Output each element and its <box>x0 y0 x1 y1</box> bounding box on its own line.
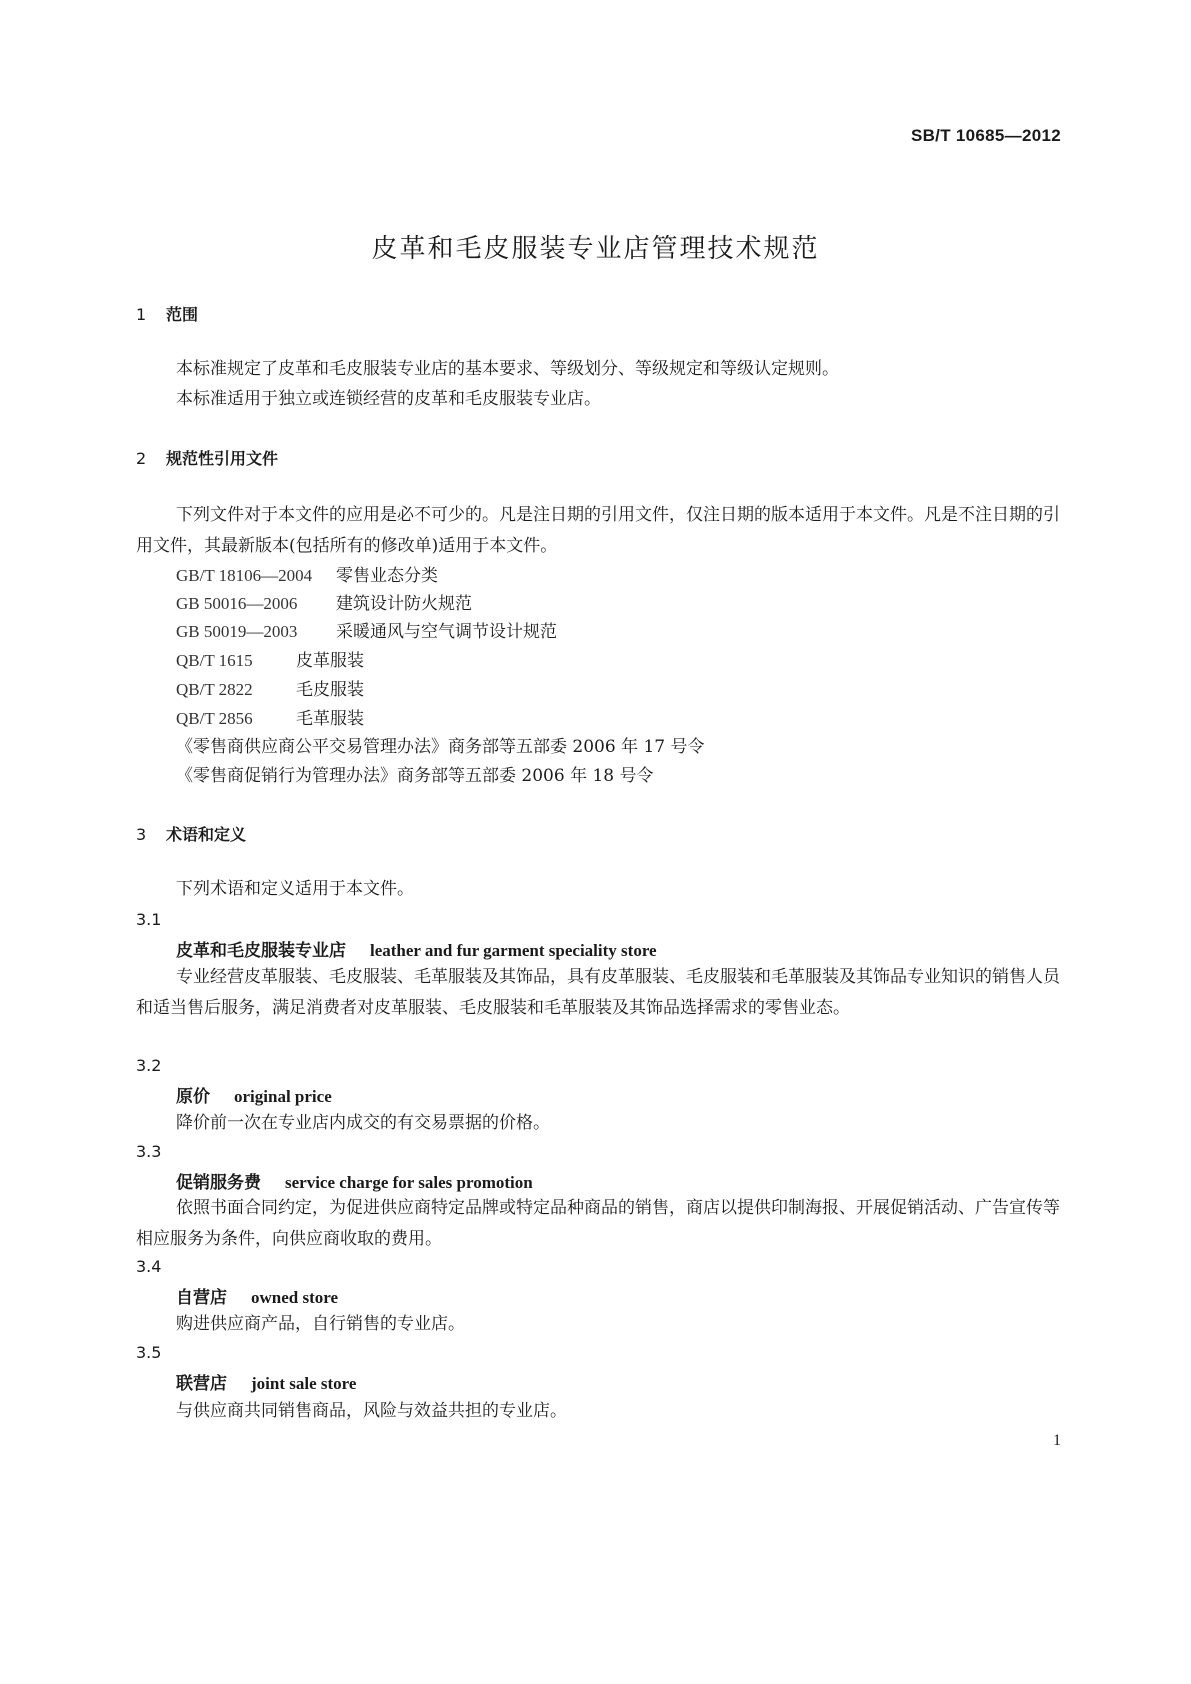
term-number: 3.3 <box>136 1142 162 1161</box>
reference-item <box>176 703 364 735</box>
page-number: 1 <box>1053 1432 1061 1449</box>
regulation-item: 《零售商供应商公平交易管理办法》商务部等五部委 2006 年 17 号令 <box>176 737 705 757</box>
term-definition: 降价前一次在专业店内成交的有交易票据的价格。 <box>176 1113 550 1133</box>
section-heading-3 <box>136 822 246 845</box>
reference-code: QB/T 1615 <box>176 651 253 670</box>
section-number: 2 <box>136 449 147 468</box>
term-en: leather and fur garment speciality store <box>370 941 657 960</box>
standard-code: SB/T 10685—2012 <box>910 126 1061 145</box>
reference-item <box>176 674 364 706</box>
document-title: 皮革和毛皮服装专业店管理技术规范 <box>371 234 820 264</box>
term-heading <box>176 1082 332 1107</box>
term-en: owned store <box>251 1288 339 1307</box>
term-zh: 促销服务费 <box>176 1173 261 1193</box>
regulation-item: 《零售商促销行为管理办法》商务部等五部委 2006 年 18 号令 <box>176 766 654 786</box>
term-definition: 专业经营皮革服装、毛皮服装、毛革服装及其饰品，具有皮革服装、毛皮服装和毛革服装及其饰品专业知识的销售人员和适当售后服务，满足消费者对皮革服装、毛皮服装和毛革服装及其饰品选择需求的零售业态。 <box>136 967 1060 1018</box>
term-en: original price <box>234 1087 332 1106</box>
reference-code: QB/T 2856 <box>176 709 253 728</box>
term-zh: 原价 <box>176 1087 210 1107</box>
term-heading <box>176 1283 338 1308</box>
reference-title: 采暖通风与空气调节设计规范 <box>336 622 557 642</box>
term-zh: 皮革和毛皮服装专业店 <box>176 941 346 961</box>
term-heading <box>176 1168 533 1193</box>
term-heading <box>176 936 657 961</box>
term-heading <box>176 1369 356 1394</box>
reference-code: GB/T 18106—2004 <box>176 566 313 585</box>
term-zh: 联营店 <box>176 1374 227 1394</box>
section-title: 规范性引用文件 <box>166 449 279 468</box>
reference-title: 建筑设计防火规范 <box>336 594 472 614</box>
term-zh: 自营店 <box>176 1288 227 1308</box>
term-number: 3.5 <box>136 1343 162 1362</box>
term-definition: 依照书面合同约定，为促进供应商特定品牌或特定品种商品的销售，商店以提供印制海报、开展促销活动、广告宣传等相应服务为条件，向供应商收取的费用。 <box>136 1198 1060 1249</box>
term-en: service charge for sales promotion <box>285 1173 533 1192</box>
reference-title: 零售业态分类 <box>336 566 438 586</box>
reference-title: 毛革服装 <box>296 709 364 729</box>
reference-item <box>176 616 557 648</box>
term-number: 3.1 <box>136 910 162 929</box>
term-definition: 购进供应商产品，自行销售的专业店。 <box>176 1314 465 1334</box>
reference-code: GB 50016—2006 <box>176 594 298 613</box>
section-number: 3 <box>136 825 147 844</box>
reference-title: 皮革服装 <box>296 651 364 671</box>
term-en: joint sale store <box>251 1374 357 1393</box>
term-definition: 与供应商共同销售商品，风险与效益共担的专业店。 <box>176 1401 567 1421</box>
reference-title: 毛皮服装 <box>296 680 364 700</box>
reference-code: QB/T 2822 <box>176 680 253 699</box>
section-heading-1 <box>136 302 198 325</box>
section-title: 范围 <box>166 305 199 324</box>
section-title: 术语和定义 <box>166 825 247 844</box>
reference-item <box>176 645 364 677</box>
term-number: 3.2 <box>136 1056 162 1075</box>
paragraph: 下列术语和定义适用于本文件。 <box>176 879 414 899</box>
section-heading-2 <box>136 446 278 469</box>
paragraph: 本标准适用于独立或连锁经营的皮革和毛皮服装专业店。 <box>176 389 601 409</box>
term-number: 3.4 <box>136 1257 162 1276</box>
reference-code: GB 50019—2003 <box>176 622 298 641</box>
paragraph: 下列文件对于本文件的应用是必不可少的。凡是注日期的引用文件，仅注日期的版本适用于本文件。凡是不注日期的引用文件，其最新版本(包括所有的修改单)适用于本文件。 <box>136 505 1060 556</box>
paragraph: 本标准规定了皮革和毛皮服装专业店的基本要求、等级划分、等级规定和等级认定规则。 <box>176 359 839 379</box>
section-number: 1 <box>136 305 147 324</box>
